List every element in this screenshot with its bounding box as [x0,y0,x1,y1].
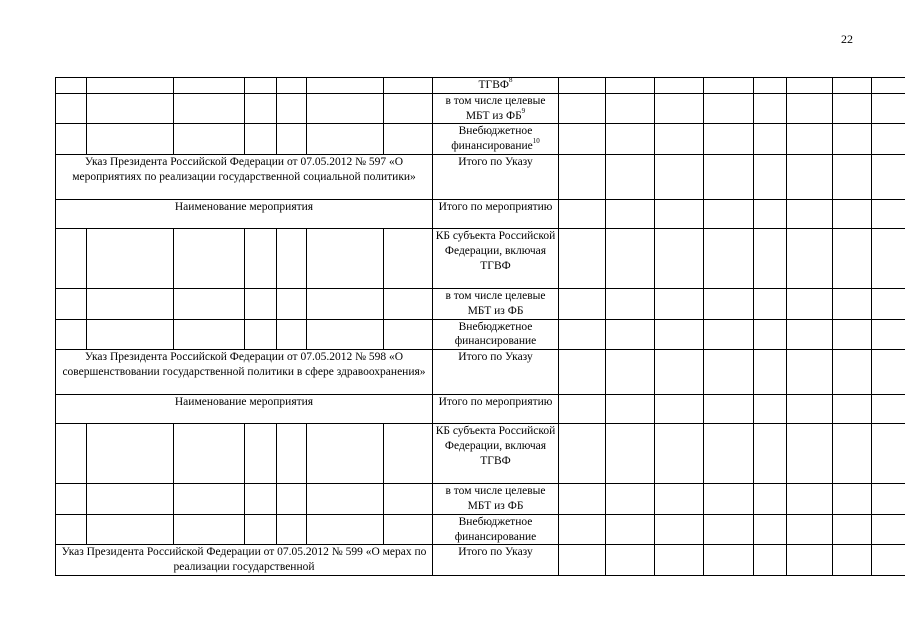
table-row-detail [56,319,905,350]
empty-cell [384,288,433,319]
empty-cell [307,124,384,155]
value-cell [872,350,905,395]
empty-cell [245,124,277,155]
value-cell [559,288,606,319]
empty-cell [174,93,245,124]
value-cell [833,395,872,424]
value-cell [754,154,787,199]
value-cell [872,319,905,350]
empty-cell [384,484,433,515]
value-cell [872,124,905,155]
row-label-cell [433,288,559,319]
empty-cell [277,93,307,124]
empty-cell [56,228,87,288]
empty-cell [384,78,433,94]
value-cell [754,424,787,484]
empty-cell [87,288,174,319]
table-row-measure [56,199,905,228]
empty-cell [87,319,174,350]
value-cell [787,545,833,576]
value-cell [754,484,787,515]
value-cell [787,395,833,424]
value-cell [655,350,704,395]
table-row-detail [56,424,905,484]
row-label: в том числе целевые МБТ из ФБ [445,289,546,317]
row-label-cell [433,228,559,288]
empty-cell [277,288,307,319]
empty-cell [307,93,384,124]
value-cell [872,199,905,228]
value-cell [559,93,606,124]
table-row-detail [56,514,905,545]
row-label: Внебюджетное финансирование [451,125,533,153]
row-label-cell [433,484,559,515]
empty-cell [245,93,277,124]
value-cell [872,228,905,288]
empty-cell [384,424,433,484]
value-cell [754,319,787,350]
value-cell [655,93,704,124]
row-label-cell [433,199,559,228]
value-cell [833,78,872,94]
value-cell [704,484,754,515]
value-cell [606,545,655,576]
empty-cell [245,424,277,484]
table-row-decree [56,154,905,199]
value-cell [754,228,787,288]
value-cell [787,424,833,484]
empty-cell [307,288,384,319]
value-cell [655,154,704,199]
value-cell [754,545,787,576]
value-cell [754,93,787,124]
budget-table [55,77,905,576]
value-cell [655,545,704,576]
value-cell [704,78,754,94]
value-cell [833,484,872,515]
empty-cell [384,124,433,155]
value-cell [559,395,606,424]
value-cell [606,484,655,515]
empty-cell [174,228,245,288]
footnote-marker: 8 [508,77,513,85]
value-cell [655,319,704,350]
value-cell [872,484,905,515]
row-label-cell [433,319,559,350]
value-cell [559,199,606,228]
footnote-marker: 9 [521,106,526,115]
empty-cell [245,514,277,545]
value-cell [655,395,704,424]
value-cell [704,424,754,484]
empty-cell [56,319,87,350]
value-cell [754,288,787,319]
empty-cell [307,228,384,288]
value-cell [655,514,704,545]
value-cell [833,288,872,319]
value-cell [787,484,833,515]
value-cell [833,514,872,545]
value-cell [606,124,655,155]
row-label-cell [433,78,559,94]
empty-cell [56,78,87,94]
value-cell [833,424,872,484]
value-cell [559,484,606,515]
empty-cell [87,93,174,124]
empty-cell [245,78,277,94]
value-cell [606,199,655,228]
row-label: Итого по мероприятию [438,200,553,213]
value-cell [872,154,905,199]
value-cell [787,350,833,395]
row-label-cell [433,93,559,124]
value-cell [754,514,787,545]
empty-cell [56,484,87,515]
value-cell [655,228,704,288]
empty-cell [87,484,174,515]
page-number: 22 [841,32,853,46]
value-cell [704,545,754,576]
value-cell [787,78,833,94]
value-cell [833,93,872,124]
row-label: ТГВФ [478,79,509,91]
value-cell [833,199,872,228]
value-cell [787,319,833,350]
table-row-decree [56,350,905,395]
value-cell [704,93,754,124]
empty-cell [56,514,87,545]
value-cell [787,514,833,545]
empty-cell [307,514,384,545]
empty-cell [174,78,245,94]
value-cell [833,124,872,155]
value-cell [559,545,606,576]
empty-cell [277,484,307,515]
table-row-decree [56,545,905,576]
value-cell [655,78,704,94]
value-cell [655,288,704,319]
value-cell [704,350,754,395]
value-cell [872,514,905,545]
empty-cell [277,124,307,155]
empty-cell [87,124,174,155]
value-cell [704,154,754,199]
empty-cell [277,424,307,484]
row-label: Итого по Указу [458,155,533,168]
row-label: Внебюджетное финансирование [454,320,537,348]
value-cell [606,93,655,124]
value-cell [704,288,754,319]
row-label: в том числе целевые МБТ из ФБ [445,485,546,512]
empty-cell [384,514,433,545]
table-row-detail [56,93,905,124]
table-row-detail [56,484,905,515]
decree-title: Указ Президента Российской Федерации от 07.05.2012 № 599 «О мерах по реализации государственной [56,545,433,576]
empty-cell [87,78,174,94]
table-row-measure [56,395,905,424]
value-cell [606,514,655,545]
value-cell [559,154,606,199]
value-cell [655,484,704,515]
row-label-cell [433,154,559,199]
table-row-detail [56,288,905,319]
measure-title: Наименование мероприятия [56,199,433,228]
value-cell [606,78,655,94]
empty-cell [56,124,87,155]
empty-cell [87,514,174,545]
value-cell [754,395,787,424]
empty-cell [277,228,307,288]
value-cell [833,228,872,288]
value-cell [655,199,704,228]
empty-cell [56,288,87,319]
row-label: Внебюджетное финансирование [454,515,537,543]
empty-cell [277,78,307,94]
value-cell [704,395,754,424]
empty-cell [384,93,433,124]
empty-cell [174,288,245,319]
row-label: КБ субъекта Российской Федерации, включая ТГВФ [435,425,556,467]
empty-cell [245,484,277,515]
empty-cell [307,424,384,484]
empty-cell [174,424,245,484]
row-label-cell [433,350,559,395]
empty-cell [174,124,245,155]
empty-cell [384,228,433,288]
row-label-cell [433,514,559,545]
empty-cell [245,288,277,319]
empty-cell [384,319,433,350]
empty-cell [245,319,277,350]
value-cell [833,319,872,350]
value-cell [833,154,872,199]
value-cell [559,424,606,484]
measure-title: Наименование мероприятия [56,395,433,424]
empty-cell [87,228,174,288]
value-cell [787,93,833,124]
table-row-detail [56,228,905,288]
value-cell [787,124,833,155]
value-cell [787,228,833,288]
value-cell [559,319,606,350]
empty-cell [56,424,87,484]
table-row-detail [56,78,905,94]
value-cell [754,78,787,94]
value-cell [606,395,655,424]
value-cell [559,228,606,288]
value-cell [704,514,754,545]
row-label: КБ субъекта Российской Федерации, включая ТГВФ [435,229,556,272]
table-body [56,78,905,576]
footnote-marker: 10 [532,137,540,146]
empty-cell [307,319,384,350]
value-cell [833,350,872,395]
row-label-cell [433,545,559,576]
table-row-detail [56,124,905,155]
value-cell [833,545,872,576]
value-cell [559,514,606,545]
value-cell [872,545,905,576]
row-label-cell [433,124,559,155]
empty-cell [307,484,384,515]
value-cell [606,319,655,350]
value-cell [787,288,833,319]
decree-title: Указ Президента Российской Федерации от 07.05.2012 № 597 «О мероприятиях по реализации государственной социальной политики» [56,154,433,199]
empty-cell [307,78,384,94]
value-cell [559,350,606,395]
value-cell [704,124,754,155]
value-cell [606,424,655,484]
row-label: Итого по Указу [458,351,533,364]
value-cell [559,78,606,94]
decree-title: Указ Президента Российской Федерации от 07.05.2012 № 598 «О совершенствовании государственной политики в сфере здравоохранения» [56,350,433,395]
value-cell [655,424,704,484]
value-cell [606,154,655,199]
value-cell [787,154,833,199]
row-label-cell [433,395,559,424]
empty-cell [174,319,245,350]
value-cell [754,124,787,155]
value-cell [872,424,905,484]
empty-cell [174,484,245,515]
row-label: в том числе целевые МБТ из ФБ [445,94,546,122]
empty-cell [174,514,245,545]
row-label-cell [433,424,559,484]
row-label: Итого по мероприятию [438,396,553,409]
value-cell [704,199,754,228]
value-cell [754,350,787,395]
value-cell [606,228,655,288]
value-cell [872,288,905,319]
value-cell [655,124,704,155]
empty-cell [56,93,87,124]
value-cell [606,350,655,395]
row-label: Итого по Указу [458,546,533,559]
value-cell [872,78,905,94]
value-cell [754,199,787,228]
empty-cell [87,424,174,484]
value-cell [787,199,833,228]
empty-cell [277,514,307,545]
empty-cell [277,319,307,350]
value-cell [559,124,606,155]
value-cell [872,395,905,424]
value-cell [704,228,754,288]
value-cell [606,288,655,319]
value-cell [704,319,754,350]
value-cell [872,93,905,124]
empty-cell [245,228,277,288]
